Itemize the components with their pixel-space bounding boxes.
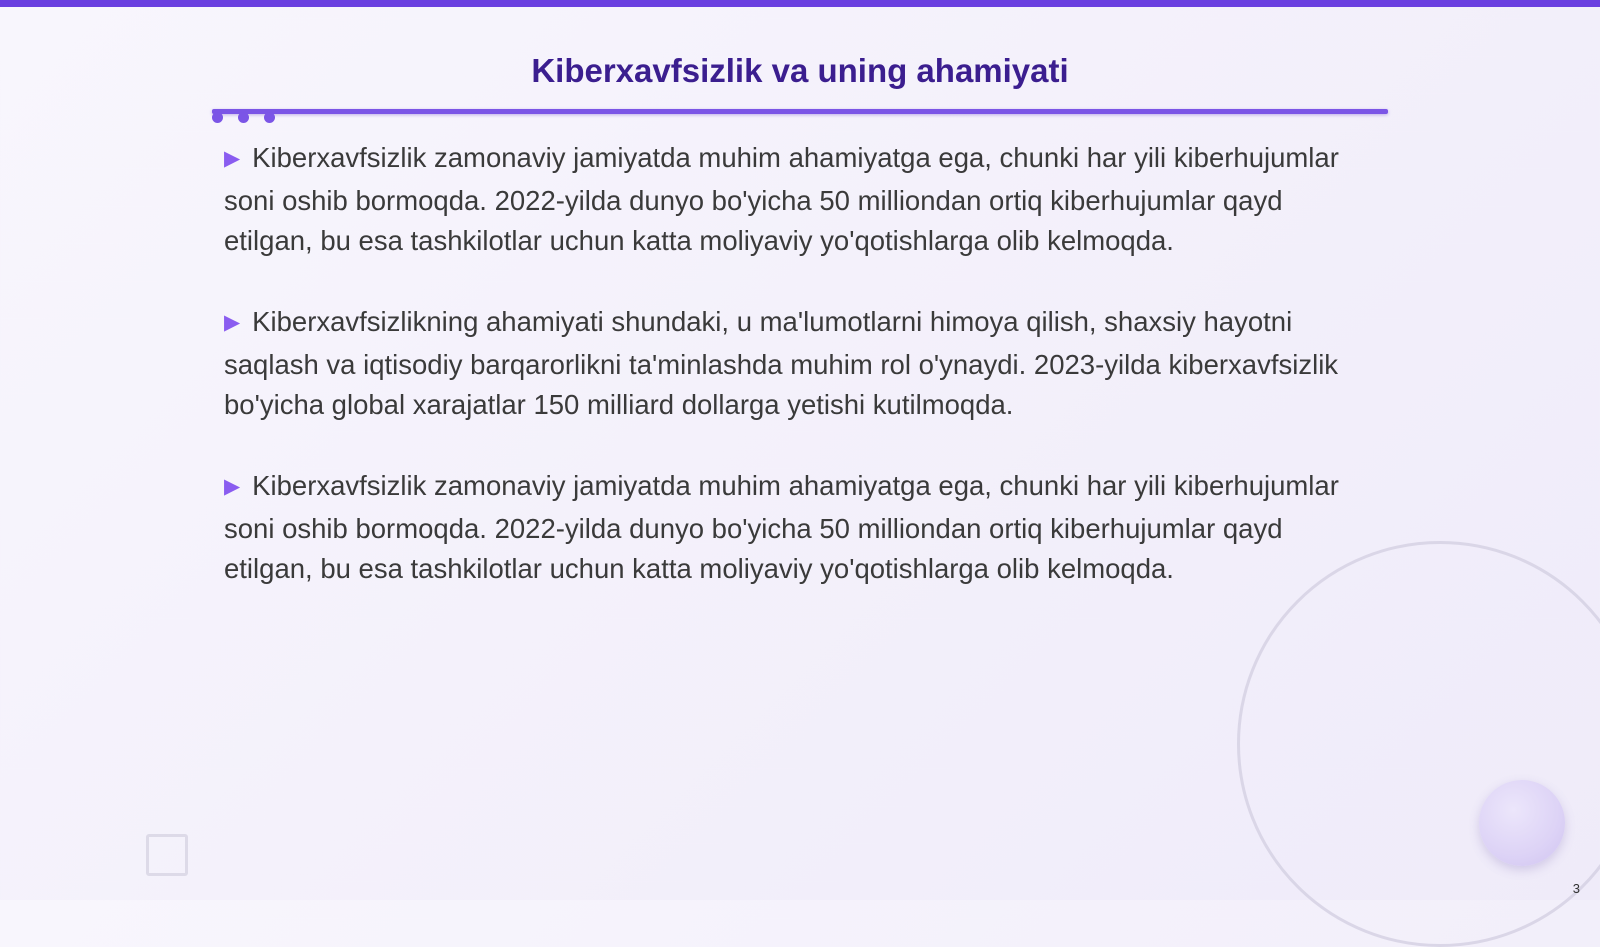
slide-body [224, 138, 1364, 630]
triangle-right-icon: ▶ [224, 147, 241, 170]
page-number: 3 [1572, 881, 1580, 896]
paragraph-text: Kiberxavfsizlik zamonaviy jamiyatda muhim ahamiyatga ega, chunki har yili kiberhujumlar soni oshib bormoqda. 2022-yilda dunyo bo'yicha 50 milliondan ortiq kiberhujumlar qayd etilgan, bu esa tashkilotlar uchun katta moliyaviy yo'qotishlarga olib kelmoqda. [224, 470, 1339, 584]
slide-title: Kiberxavfsizlik va uning ahamiyati [531, 52, 1069, 89]
triangle-right-icon: ▶ [224, 475, 241, 498]
triangle-right-icon: ▶ [224, 311, 241, 334]
top-accent-bar [0, 0, 1600, 7]
paragraph-text: Kiberxavfsizlik zamonaviy jamiyatda muhim ahamiyatga ega, chunki har yili kiberhujumlar soni oshib bormoqda. 2022-yilda dunyo bo'yicha 50 milliondan ortiq kiberhujumlar qayd etilgan, bu esa tashkilotlar uchun katta moliyaviy yo'qotishlarga olib kelmoqda. [224, 142, 1339, 256]
decor-circle-filled [1479, 780, 1565, 866]
bullet-paragraph [224, 302, 1364, 425]
paragraph-text: Kiberxavfsizlikning ahamiyati shundaki, u ma'lumotlarni himoya qilish, shaxsiy hayotni saqlash va iqtisodiy barqarorlikni ta'minlashda muhim rol o'ynaydi. 2023-yilda kiberxavfsizlik bo'yicha global xarajatlar 150 milliard dollarga yetishi kutilmoqda. [224, 306, 1339, 420]
decor-dot [264, 112, 275, 123]
bullet-paragraph [224, 466, 1364, 589]
decor-dot [238, 112, 249, 123]
decor-dot [212, 112, 223, 123]
bullet-paragraph [224, 138, 1364, 261]
title-underline [212, 109, 1388, 114]
decor-square-outline [146, 834, 188, 876]
